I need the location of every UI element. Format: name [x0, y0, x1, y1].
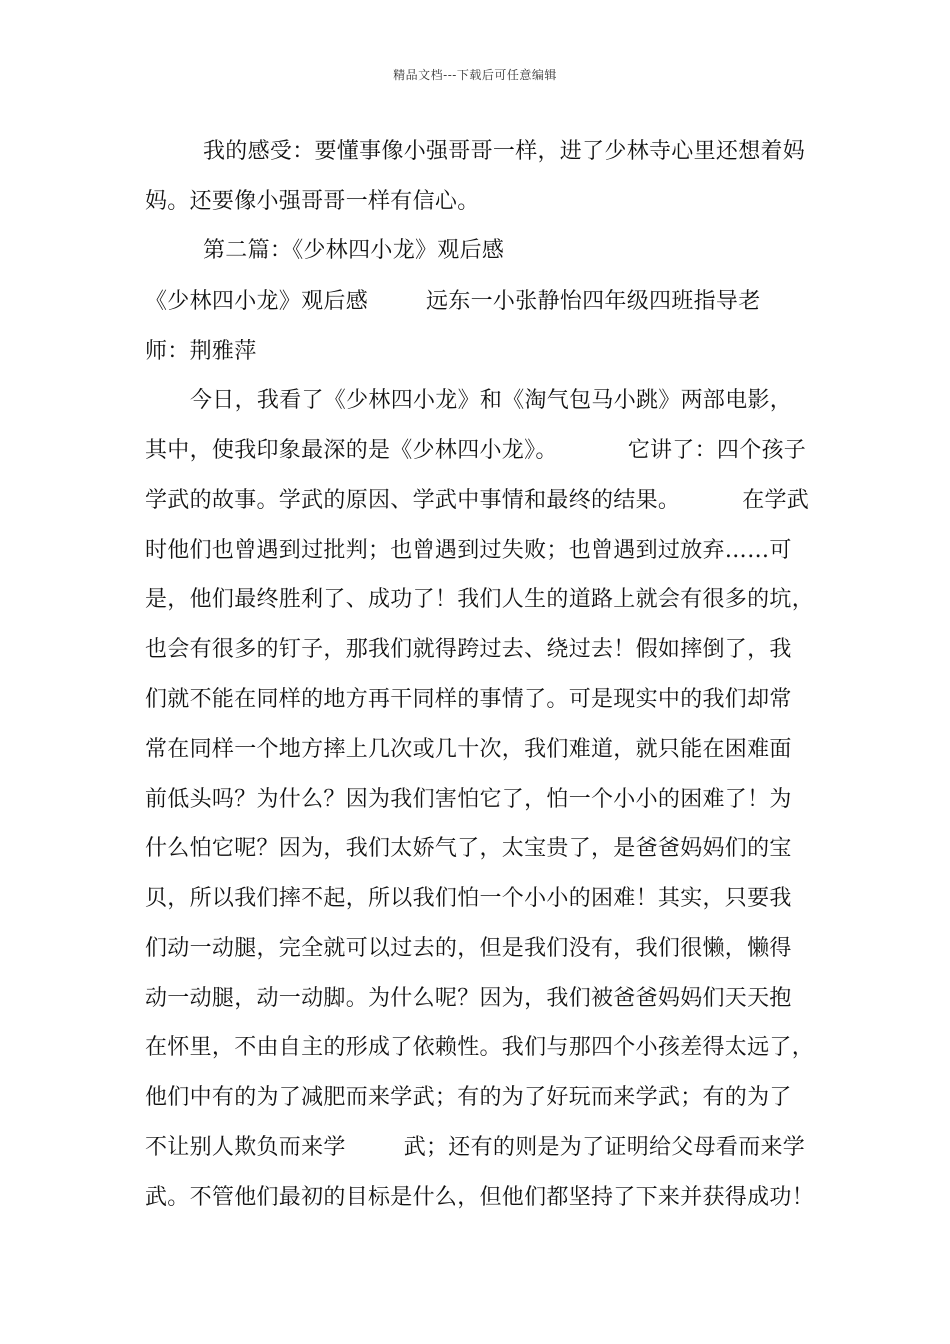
text-segment: 学武的故事。学武的原因、学武中事情和最终的结果。 [145, 488, 681, 513]
paragraph-line: 今日，我看了《少林四小龙》和《淘气包马小跳》两部电影， [190, 388, 793, 413]
article-title: 《少林四小龙》观后感 [145, 289, 369, 314]
paragraph-line: 也会有很多的钉子，那我们就得跨过去、绕过去！假如摔倒了，我 [145, 637, 792, 662]
paragraph-line: 前低头吗？为什么？因为我们害怕它了，怕一个小小的困难了！为 [145, 787, 792, 812]
paragraph-line: 武。不管他们最初的目标是什么，但他们都坚持了下来并获得成功！ [145, 1185, 815, 1210]
paragraph-line: 师：荆雅萍 [145, 339, 257, 364]
author-info: 远东一小张静怡四年级四班指导老 [426, 289, 761, 314]
paragraph-line: 们动一动腿，完全就可以过去的，但是我们没有，我们很懒，懒得 [145, 936, 792, 961]
paragraph-line: 什么怕它呢？因为，我们太娇气了，太宝贵了，是爸爸妈妈们的宝 [145, 836, 792, 861]
paragraph-line: 时他们也曾遇到过批判；也曾遇到过失败；也曾遇到过放弃……可 [145, 538, 792, 563]
paragraph-line [145, 288, 761, 316]
text-segment: 在学武 [742, 488, 810, 513]
paragraph-line: 他们中有的为了减肥而来学武；有的为了好玩而来学武；有的为了 [145, 1085, 792, 1110]
paragraph-line: 动一动腿，动一动脚。为什么呢？因为，我们被爸爸妈妈们天天抱 [145, 986, 792, 1011]
paragraph-line: 我的感受：要懂事像小强哥哥一样，进了少林寺心里还想着妈 [203, 139, 806, 164]
paragraph-line [145, 1134, 805, 1162]
text-segment: 不让别人欺负而来学 [145, 1135, 346, 1160]
paragraph-line: 常在同样一个地方摔上几次或几十次，我们难道，就只能在困难面 [145, 737, 792, 762]
paragraph-line [145, 487, 809, 515]
section-title: 第二篇：《少林四小龙》观后感 [203, 238, 505, 263]
paragraph-line: 们就不能在同样的地方再干同样的事情了。可是现实中的我们却常 [145, 687, 792, 712]
paragraph-line: 在怀里，不由自主的形成了依赖性。我们与那四个小孩差得太远了， [145, 1035, 815, 1060]
text-segment: 它讲了：四个孩子 [627, 438, 807, 463]
paragraph-line: 是，他们最终胜利了、成功了！我们人生的道路上就会有很多的坑， [145, 587, 815, 612]
paragraph-line: 妈。还要像小强哥哥一样有信心。 [145, 189, 480, 214]
text-segment: 其中，使我印象最深的是《少林四小龙》。 [145, 438, 558, 463]
text-segment: 武；还有的则是为了证明给父母看而来学 [403, 1135, 806, 1160]
paragraph-line: 贝，所以我们摔不起，所以我们怕一个小小的困难！其实，只要我 [145, 886, 792, 911]
paragraph-line [145, 437, 806, 465]
page-header: 精品文档---下载后可任意编辑 [393, 68, 557, 82]
